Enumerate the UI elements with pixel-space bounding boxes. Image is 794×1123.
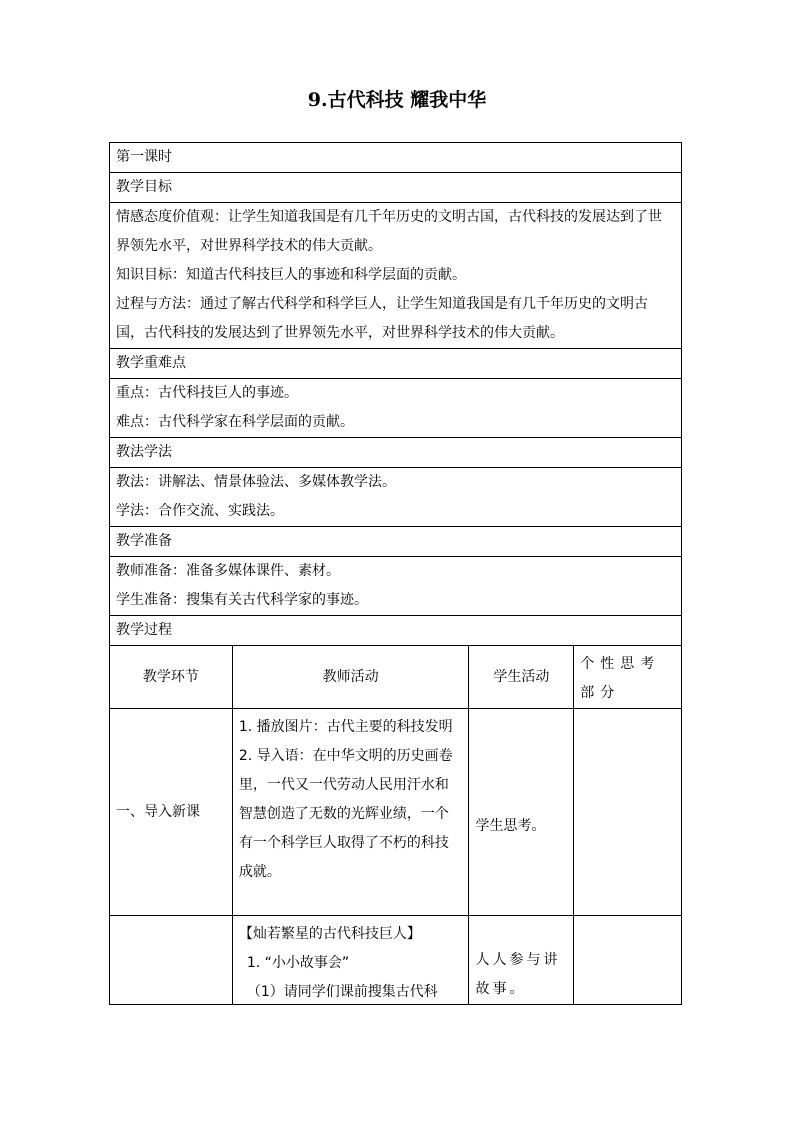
- teacher-activity-item: 2. 导入语：在中华文明的历史画卷里，一代又一代劳动人民用汗水和智慧创造了无数的光辉业绩，一个有一个科学巨人取得了不朽的科技成就。: [238, 748, 453, 880]
- preparation-cell: [110, 557, 682, 616]
- lesson-period-cell: 第一课时: [110, 143, 682, 173]
- teacher-activity-item: （1）请同学们课前搜集古代科: [246, 984, 438, 1000]
- page-title: 9.古代科技 耀我中华: [307, 89, 487, 111]
- goals-header: 教学目标: [110, 173, 682, 203]
- key-points-header: 教学重难点: [110, 349, 682, 379]
- goal-knowledge: 知识目标：知道古代科技巨人的事迹和科学层面的贡献。: [116, 267, 466, 283]
- column-header-stage: 教学环节: [110, 646, 233, 709]
- methods-cell: [110, 468, 682, 527]
- goal-emotion: 情感态度价值观：让学生知道我国是有几千年历史的文明古国，古代科技的发展达到了世界领先水平，对世界科学技术的伟大贡献。: [116, 209, 662, 254]
- goals-cell: [110, 203, 682, 349]
- methods-header: 教法学法: [110, 438, 682, 468]
- teacher-activity-cell: [232, 916, 469, 1005]
- student-activity-cell: 学生思考。: [469, 709, 574, 916]
- preparation-header: 教学准备: [110, 527, 682, 557]
- student-preparation: 学生准备：搜集有关古代科学家的事迹。: [116, 592, 368, 608]
- learning-method: 学法：合作交流、实践法。: [116, 503, 284, 519]
- lesson-plan-table: [109, 142, 682, 1005]
- teacher-preparation: 教师准备：准备多媒体课件、素材。: [116, 563, 340, 579]
- key-point: 重点：古代科技巨人的事迹。: [116, 385, 298, 401]
- teacher-activity-cell: [232, 709, 469, 916]
- column-header-teacher: 教师活动: [232, 646, 469, 709]
- stage-cell: 一、导入新课: [110, 709, 233, 916]
- column-header-student: 学生活动: [469, 646, 574, 709]
- teacher-activity-item: 1. “小小故事会”: [246, 955, 350, 971]
- process-header: 教学过程: [110, 616, 682, 646]
- difficult-point: 难点：古代科学家在科学层面的贡献。: [116, 414, 354, 430]
- column-header-notes: 个性思考部分: [574, 646, 682, 709]
- teacher-activity-item: 1. 播放图片：古代主要的科技发明: [238, 719, 453, 735]
- notes-cell: [574, 916, 682, 1005]
- teaching-method: 教法：讲解法、情景体验法、多媒体教学法。: [116, 474, 396, 490]
- goal-process: 过程与方法：通过了解古代科学和科学巨人，让学生知道我国是有几千年历史的文明古国，古代科技的发展达到了世界领先水平，对世界科学技术的伟大贡献。: [116, 296, 648, 341]
- stage-cell: [110, 916, 233, 1005]
- teacher-activity-item: 【灿若繁星的古代科技巨人】: [238, 926, 421, 942]
- student-activity-cell: 人人参与讲故事。: [469, 916, 574, 1005]
- notes-cell: [574, 709, 682, 916]
- key-points-cell: [110, 379, 682, 438]
